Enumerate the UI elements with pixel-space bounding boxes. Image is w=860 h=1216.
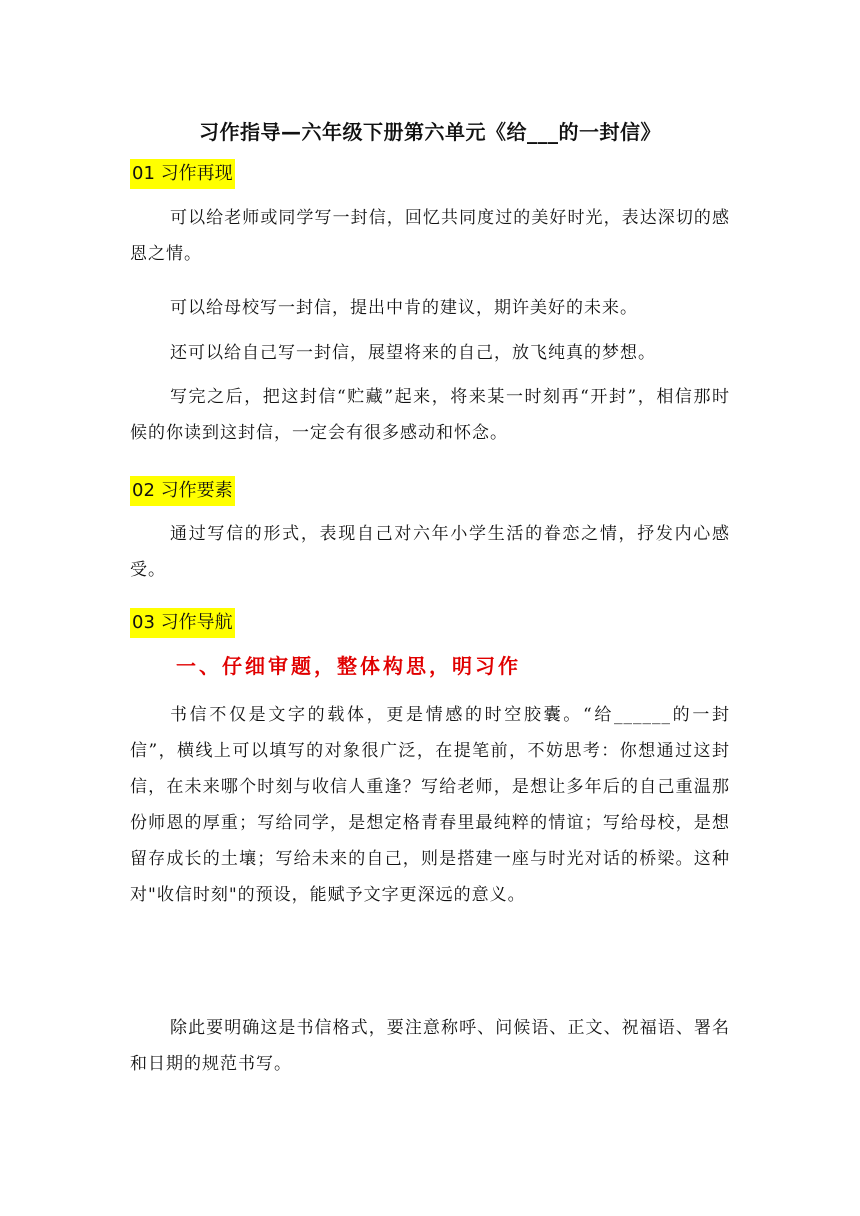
paragraph: 写完之后，把这封信“贮藏”起来，将来某一时刻再“开封”，相信那时候的你读到这封信，一定会有很多感动和怀念。	[130, 387, 730, 443]
paragraph: 通过写信的形式，表现自己对六年小学生活的眷恋之情，抒发内心感受。	[130, 524, 730, 580]
paragraph: 可以给母校写一封信，提出中肯的建议，期许美好的未来。	[170, 298, 638, 318]
document-title: 习作指导—六年级下册第六单元《给___的一封信》	[199, 120, 661, 144]
paragraph: 还可以给自己写一封信，展望将来的自己，放飞纯真的梦想。	[170, 343, 656, 363]
paragraph: 书信不仅是文字的载体，更是情感的时空胶囊。“给______的一封信”，横线上可以填写的对象很广泛，在提笔前，不妨思考：你想通过这封信，在未来哪个时刻与收信人重逢？写给老师，是想让多年后的自己重温那份师恩的厚重；写给同学，是想定格青春里最纯粹的情谊；写给母校，是想留存成长的土壤；写给未来的自己，则是搭建一座与时光对话的桥梁。这种对"收信时刻"的预设，能赋予文字更深远的意义。	[130, 705, 730, 905]
section-heading-02: 02 习作要素	[130, 476, 235, 506]
section-heading-03: 03 习作导航	[130, 608, 235, 638]
paragraph: 可以给老师或同学写一封信，回忆共同度过的美好时光，表达深切的感恩之情。	[130, 208, 730, 264]
subheading: 一、仔细审题，整体构思，明习作	[176, 654, 521, 678]
paragraph: 除此要明确这是书信格式，要注意称呼、问候语、正文、祝福语、署名和日期的规范书写。	[130, 1018, 730, 1074]
section-heading-01: 01 习作再现	[130, 159, 235, 189]
